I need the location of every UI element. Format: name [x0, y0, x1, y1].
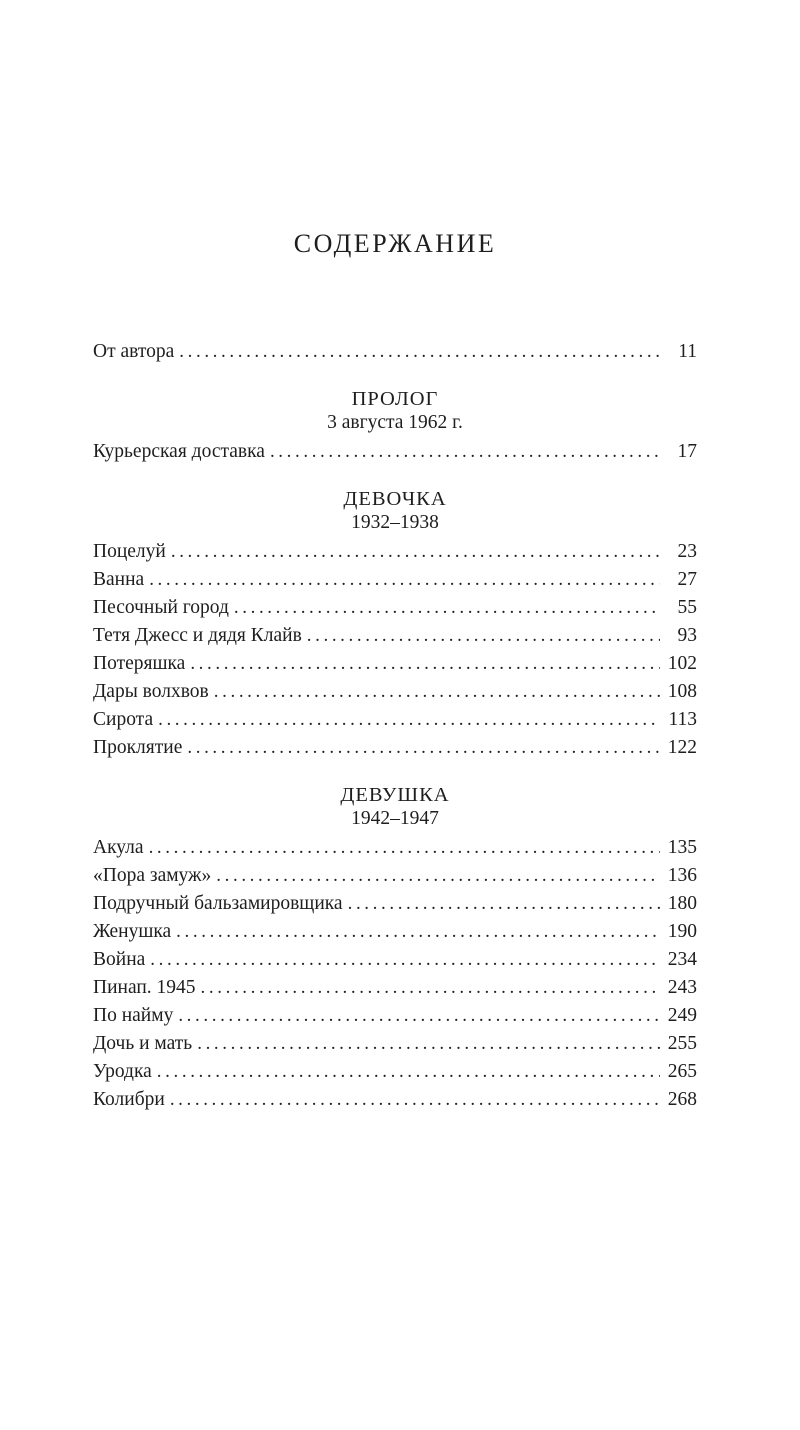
toc-entry	[93, 538, 697, 566]
toc-entry	[93, 338, 697, 366]
toc-entry-page: 23	[677, 541, 697, 562]
section-entries	[93, 538, 697, 762]
section-entries	[93, 438, 697, 466]
toc-entry-label: Песочный город	[93, 597, 229, 618]
toc-entry-page: 234	[667, 949, 697, 970]
toc-entry-label: Уродка	[93, 1061, 152, 1082]
dot-leader	[216, 862, 660, 890]
toc-entry-page: 135	[667, 837, 697, 858]
toc-entry-page: 17	[677, 441, 697, 462]
section-subheading: 1942–1947	[351, 808, 439, 829]
toc-entry	[93, 834, 697, 862]
toc-entry	[93, 918, 697, 946]
section-subheading: 1932–1938	[351, 512, 439, 533]
dot-leader	[176, 918, 660, 946]
section-heading: ДЕВОЧКА	[343, 488, 447, 510]
toc-entry	[93, 734, 697, 762]
dot-leader	[307, 622, 660, 650]
toc-entry-label: Ванна	[93, 569, 145, 590]
toc-entry-page: 180	[667, 893, 697, 914]
toc-entry-page: 265	[667, 1061, 697, 1082]
dot-leader	[171, 538, 660, 566]
dot-leader	[201, 974, 660, 1002]
dot-leader	[149, 834, 660, 862]
dot-leader	[150, 946, 660, 974]
toc-section	[93, 388, 697, 466]
toc-entry-page: 11	[678, 341, 697, 362]
toc-entry	[93, 862, 697, 890]
dot-leader	[187, 734, 660, 762]
dot-leader	[178, 1002, 660, 1030]
dot-leader	[179, 338, 660, 366]
toc-entry	[93, 678, 697, 706]
toc-section	[93, 488, 697, 762]
toc-entry	[93, 1086, 697, 1114]
toc-entry-label: Курьерская доставка	[93, 441, 265, 462]
page-title: СОДЕРЖАНИЕ	[293, 229, 497, 258]
toc-entry-page: 122	[667, 737, 697, 758]
dot-leader	[190, 650, 660, 678]
toc-entry-label: Подручный бальзамировщика	[93, 893, 343, 914]
toc-entry-page: 113	[668, 709, 697, 730]
book-contents-page	[93, 230, 697, 1114]
toc-entry-label: Тетя Джесс и дядя Клайв	[93, 625, 302, 646]
section-entries	[93, 834, 697, 1114]
dot-leader	[170, 1086, 660, 1114]
toc-entry	[93, 1058, 697, 1086]
toc-entry	[93, 650, 697, 678]
toc-entry-page: 249	[667, 1005, 697, 1026]
toc-entry-label: Сирота	[93, 709, 154, 730]
toc-entry-page: 108	[667, 681, 697, 702]
toc-entry-page: 102	[667, 653, 697, 674]
toc-entry-page: 55	[677, 597, 697, 618]
toc-entry-label: От автора	[93, 341, 175, 362]
toc-entry	[93, 1030, 697, 1058]
dot-leader	[158, 706, 660, 734]
toc-entry-page: 190	[667, 921, 697, 942]
toc-entry-label: Поцелуй	[93, 541, 166, 562]
toc-entry-label: По найму	[93, 1005, 174, 1026]
dot-leader	[214, 678, 660, 706]
toc-entry	[93, 622, 697, 650]
section-subheading: 3 августа 1962 г.	[327, 412, 463, 433]
dot-leader	[234, 594, 660, 622]
toc-list	[93, 338, 697, 1114]
toc-entry-label: Женушка	[93, 921, 172, 942]
toc-entry-page: 243	[667, 977, 697, 998]
dot-leader	[197, 1030, 660, 1058]
toc-entry-page: 255	[667, 1033, 697, 1054]
toc-entry-label: Потеряшка	[93, 653, 186, 674]
toc-entry-page: 93	[677, 625, 697, 646]
toc-entry-page: 268	[667, 1089, 697, 1110]
toc-entry-label: Колибри	[93, 1089, 165, 1110]
toc-entry	[93, 890, 697, 918]
toc-entry-label: Проклятие	[93, 737, 183, 758]
toc-entry-page: 27	[677, 569, 697, 590]
toc-entry-label: Война	[93, 949, 146, 970]
dot-leader	[348, 890, 660, 918]
toc-entry	[93, 1002, 697, 1030]
toc-entry-label: Дочь и мать	[93, 1033, 193, 1054]
dot-leader	[149, 566, 660, 594]
toc-section	[93, 784, 697, 1114]
toc-entry	[93, 706, 697, 734]
toc-entry	[93, 438, 697, 466]
dot-leader	[157, 1058, 660, 1086]
toc-entry	[93, 946, 697, 974]
section-heading: ПРОЛОГ	[351, 388, 439, 410]
toc-entry	[93, 974, 697, 1002]
toc-entry-label: Дары волхвов	[93, 681, 209, 702]
section-heading: ДЕВУШКА	[340, 784, 450, 806]
toc-entry	[93, 566, 697, 594]
toc-entry-page: 136	[667, 865, 697, 886]
toc-entry	[93, 594, 697, 622]
toc-entry-label: Пинап. 1945	[93, 977, 196, 998]
dot-leader	[270, 438, 660, 466]
toc-entry-label: Акула	[93, 837, 144, 858]
toc-entry-label: «Пора замуж»	[93, 865, 212, 886]
